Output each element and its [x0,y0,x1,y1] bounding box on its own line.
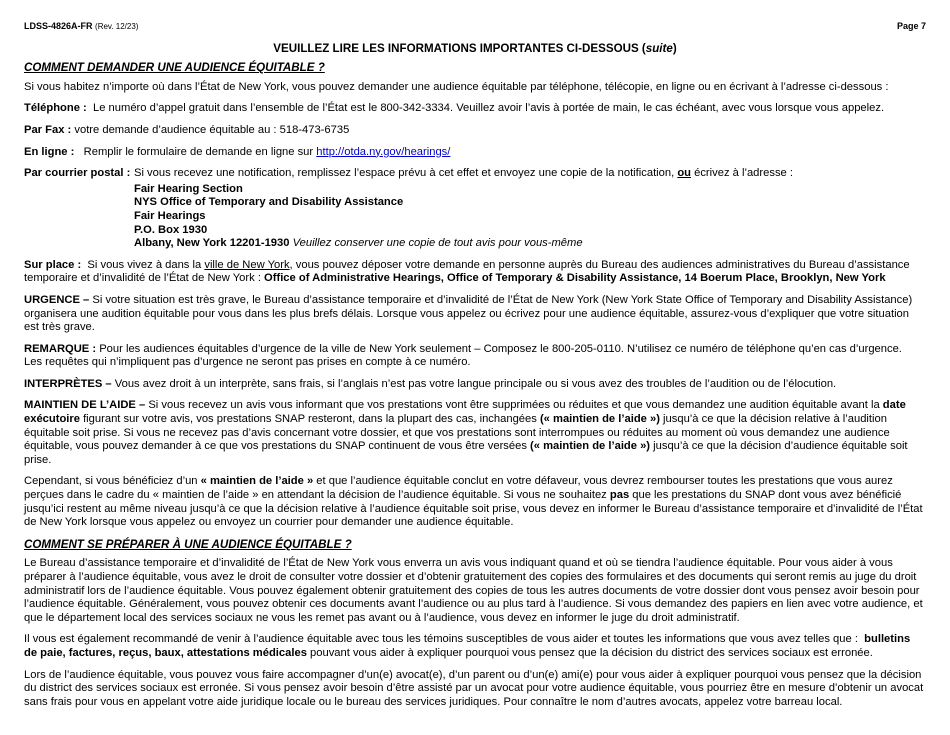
page-number: Page 7 [896,21,926,31]
mail-address-line: Fair Hearings [134,209,206,222]
interpreters-paragraph: INTERPRÈTES – Vous avez droit à un interprète, sans frais, si l’anglais n’est pas votre langue principale ou si vous avez des troubles de l’audition ou de l’élocution. [24,377,837,390]
online-paragraph: En ligne : Remplir le formulaire de demande en ligne sur http://otda.ny.gov/hearings/ [24,145,451,158]
however-paragraph: Cependant, si vous bénéficiez d’un « maintien de l’aide » et que l’audience équitable conclut en votre défaveur, vous devrez rembourser toutes les prestations que vous aurez perçues dans le cadre du « maintien de l’aide » en attendant la décision de l’audience équitable. Si vous ne souhaitez pas que les prestations du SNAP dont vous avez bénéficié jusqu’ici restent au même niveau jusqu’à ce que la décision relative à l’audience équitable soit prise, vous devez en informer le Bureau d’assistance temporaire et d’invalidité de l’État de New York lorsque vous appelez ou envoyez un courrier pour demander une audience équitable. [24,475,923,529]
urgency-paragraph: URGENCE – Si votre situation est très grave, le Bureau d’assistance temporaire et d’invalidité de l’État de New York (New York State Office of Temporary and Disability Assistance) organisera une audition équitable pour vous dans les plus brefs délais. Lorsque vous appelez ou écrivez pour une audience équitable, assurez-vous d’expliquer que votre situation est très grave. [24,293,913,334]
fax-paragraph: Par Fax : votre demande d’audience équitable au : 518-473-6735 [24,123,350,136]
mail-paragraph: Par courrier postal : Si vous recevez une notification, remplissez l’espace prévu à cet effet et envoyez une copie de la notification, ou écrivez à l’adresse : [24,167,793,180]
lawyer-paragraph: Lors de l’audience équitable, vous pouvez vous faire accompagner d’un(e) avocat(e), d’un parent ou d’un(e) ami(e) pour vous aider à expliquer pourquoi vous pensez que la décision du district des services sociaux est erronée. Si vous pensez avoir besoin d’être assisté par un avocat pour votre audience équitable, vous pourriez être en mesure d’obtenir un avocat sans frais pour vous en appelant votre aide juridique locale ou le bureau des services juridiques. Pour connaître le nom d’autres avocats, appelez votre barreau local. [24,668,924,708]
remark-paragraph: REMARQUE : Pour les audiences équitables d’urgence de la ville de New York seulement – Composez le 800-205-0110. N’utilisez ce numéro de téléphone qu’en cas d’urgence. Les requêtes qui n’impliquent pas d’urgence ne seront pas prises en compte à ce numéro. [24,342,902,369]
hearings-link[interactable]: http://otda.ny.gov/hearings/ [316,145,451,158]
phone-paragraph: Téléphone : Le numéro d’appel gratuit dans l’ensemble de l’État est le 800-342-3334. Veuillez avoir l’avis à portée de main, le cas échéant, avec vous lorsque vous appelez. [24,102,885,115]
form-revision: (Rev. 12/23) [95,22,139,31]
mail-address-city: Albany, New York 12201-1930 Veuillez conserver une copie de tout avis pour vous-même [134,237,583,250]
form-id: LDSS-4826A-FR (Rev. 12/23) [24,21,139,31]
section-heading-request: COMMENT DEMANDER UNE AUDIENCE ÉQUITABLE ? [24,61,325,75]
onsite-paragraph: Sur place : Si vous vivez à dans la ville de New York, vous pouvez déposer votre demande en personne auprès du Bureau des audiences administratives du Bureau d’assistance temporaire et d’invalidité de l’État de New York : Office of Administrative Hearings, Office of Temporary & Disability Assistance, 14 Boerum Place, Brooklyn, New York [24,258,910,285]
page-title: VEUILLEZ LIRE LES INFORMATIONS IMPORTANTES CI-DESSOUS (suite) [273,41,677,55]
mail-address-line: Fair Hearing Section [134,182,243,195]
page-header [24,20,926,34]
mail-address-line: NYS Office of Temporary and Disability Assistance [134,196,404,209]
section-heading-prepare: COMMENT SE PRÉPARER À UNE AUDIENCE ÉQUITABLE ? [24,537,352,551]
witnesses-paragraph: Il vous est également recommandé de venir à l’audience équitable avec tous les témoins susceptibles de vous aider et toutes les informations que vous avez telles que : bulletins de paie, factures, reçus, baux, attestations médicales pouvant vous aider à expliquer pourquoi vous pensez que la décision du district des services sociaux est erronée. [24,633,911,659]
document-page [24,20,926,717]
intro-paragraph: Si vous habitez n’importe où dans l’État de New York, vous pouvez demander une audience équitable par téléphone, télécopie, en ligne ou en écrivant à l’adresse ci-dessous : [24,80,889,93]
prepare-paragraph: Le Bureau d’assistance temporaire et d’invalidité de l’État de New York vous enverra un avis vous indiquant quand et où se tiendra l’audience équitable. Pour vous aider à vous préparer à l’audience équitable, vous avez le droit de consulter votre dossier et d’obtenir gratuitement des copies des formulaires et des documents qui seront remis au juge du droit administratif lors de l’audience équitable. Vous pouvez également obtenir gratuitement des copies de tous les autres documents de votre dossier dont vous pensez avoir besoin pour l’audience équitable. Généralement, vous pouvez obtenir ces documents avant l’audience ou au plus tard à l’audience. Si vous demandez des papiers en lien avec votre audience, et que le département local des services sociaux ne vous les remet pas avant ou à l’audience, vous devez en informer le juge du droit administratif. [24,557,923,624]
mail-address-line: P.O. Box 1930 [134,223,208,236]
aid-paragraph: MAINTIEN DE L’AIDE – Si vous recevez un avis vous informant que vos prestations vont être supprimées ou réduites et que vous demandez une audition équitable avant la date exécutoire figurant sur votre avis, vos prestations SNAP resteront, dans la plupart des cas, inchangées (« maintien de l’aide ») jusqu’à ce que la décision relative à l’audition équitable soit prise. Si vous ne recevez pas d’avis concernant votre dossier, et que vos prestations sont interrompues ou réduites au moment où vous demandez une audience équitable, vous pouvez demander à ce que vos prestations du SNAP continuent de vous être versées (« maintien de l’aide ») jusqu’à ce que la décision d’audience équitable soit prise. [24,399,908,466]
